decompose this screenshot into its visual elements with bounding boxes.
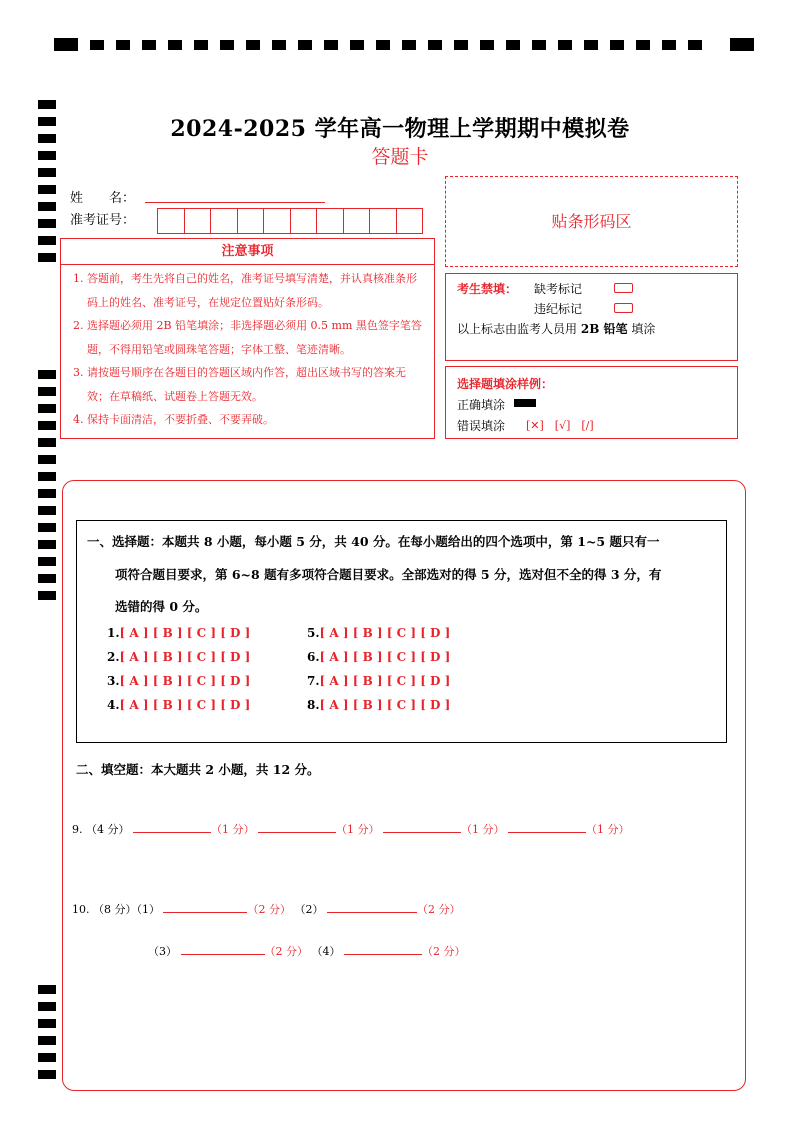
sample-title: 选择题填涂样例： xyxy=(457,377,554,391)
q9-points: （1 分） xyxy=(586,823,630,836)
question-number: 5. xyxy=(307,626,320,640)
left-timing-marks xyxy=(38,100,58,1080)
barcode-area xyxy=(445,176,738,267)
absent-label: 缺考标记 xyxy=(534,282,583,296)
choice-question[interactable] xyxy=(307,674,450,688)
notice-item: 2. 选择题必须用 2B 铅笔填涂；非选择题必须用 0.5 mm 黑色签字笔答题，不得用铅笔或圆珠笔答题；字体工整、笔迹清晰。 xyxy=(73,319,422,356)
q10-blank-3[interactable] xyxy=(181,943,265,955)
q10-row-1 xyxy=(72,901,460,917)
question-number: 1. xyxy=(107,626,120,640)
question-options[interactable]: [ A ] [ B ] [ C ] [ D ] xyxy=(319,626,451,640)
q10-label: 10. （8 分）（1） xyxy=(72,903,160,916)
name-label: 姓 名： xyxy=(70,191,136,206)
question-options[interactable]: [ A ] [ B ] [ C ] [ D ] xyxy=(119,626,251,640)
barcode-label: 贴条形码区 xyxy=(551,212,632,231)
q10-blank-1[interactable] xyxy=(163,901,247,913)
question-options[interactable]: [ A ] [ B ] [ C ] [ D ] xyxy=(319,674,451,688)
choice-question[interactable] xyxy=(307,698,450,712)
question-options[interactable]: [ A ] [ B ] [ C ] [ D ] xyxy=(119,674,251,688)
question-number: 3. xyxy=(107,674,120,688)
forbid-box xyxy=(445,273,738,361)
choice-question[interactable] xyxy=(107,650,250,664)
question-options[interactable]: [ A ] [ B ] [ C ] [ D ] xyxy=(119,698,251,712)
q9-points: （1 分） xyxy=(211,823,255,836)
correct-label: 正确填涂 xyxy=(457,398,506,412)
choice-question[interactable] xyxy=(107,626,250,640)
question-number: 6. xyxy=(307,650,320,664)
choice-heading-line1: 一、选择题：本题共 8 小题，每小题 5 分，共 40 分。在每小题给出的四个选项中，第 1~5 题只有一 xyxy=(87,534,660,549)
choice-question[interactable] xyxy=(307,650,450,664)
choice-question[interactable] xyxy=(307,626,450,640)
q10-blank-4[interactable] xyxy=(344,943,422,955)
absent-mark-box[interactable] xyxy=(614,283,633,293)
notice-item: 1. 答题前，考生先将自己的姓名，准考证号填写清楚，并认真核准条形码上的姓名、准考证号，在规定位置贴好条形码。 xyxy=(73,272,417,309)
question-number: 8. xyxy=(307,698,320,712)
q10-points: （2 分） xyxy=(247,903,291,916)
page-title: 2024-2025 学年高一物理上学期期中模拟卷 xyxy=(170,116,630,142)
q9-blank-4[interactable] xyxy=(508,821,586,833)
notice-item: 3. 请按题号顺序在各题目的答题区域内作答，超出区域书写的答案无效；在草稿纸、试题卷上答题无效。 xyxy=(73,366,406,403)
q9-points: （1 分） xyxy=(336,823,380,836)
q9-blank-1[interactable] xyxy=(133,821,211,833)
q10-points: （2 分） xyxy=(264,945,308,958)
notice-item: 4. 保持卡面清洁，不要折叠、不要弄破。 xyxy=(73,413,274,426)
top-timing-marks xyxy=(0,0,800,60)
violation-label: 违纪标记 xyxy=(534,302,583,316)
choice-heading-line2: 项符合题目要求，第 6~8 题有多项符合题目要求。全部选对的得 5 分，选对但不全的得 3 分，有 xyxy=(115,567,662,582)
question-number: 2. xyxy=(107,650,120,664)
wrong-fill-samples: [✕] [√] [/] xyxy=(526,419,594,432)
wrong-label: 错误填涂 xyxy=(457,419,506,433)
notice-header: 注意事项 xyxy=(61,239,434,265)
q9-blank-2[interactable] xyxy=(258,821,336,833)
forbid-note-pre: 以上标志由监考人员用 xyxy=(457,322,578,336)
notice-box xyxy=(60,238,435,439)
name-field[interactable] xyxy=(145,202,325,203)
exam-number-boxes[interactable] xyxy=(157,208,423,234)
choice-heading-line3: 选错的得 0 分。 xyxy=(115,599,208,614)
exam-number-label: 准考证号： xyxy=(70,213,136,228)
choice-section xyxy=(76,520,727,743)
correct-fill-sample xyxy=(514,399,536,407)
q9-points: （1 分） xyxy=(461,823,505,836)
page-subtitle: 答题卡 xyxy=(371,146,429,168)
q10-row-2 xyxy=(148,943,466,959)
question-number: 7. xyxy=(307,674,320,688)
q10-blank-2[interactable] xyxy=(327,901,417,913)
q10-points: （2 分） xyxy=(416,903,461,916)
question-options[interactable]: [ A ] [ B ] [ C ] [ D ] xyxy=(319,650,451,664)
forbid-note-post: 填涂 xyxy=(631,322,656,336)
choice-question[interactable] xyxy=(107,674,250,688)
question-options[interactable]: [ A ] [ B ] [ C ] [ D ] xyxy=(119,650,251,664)
question-options[interactable]: [ A ] [ B ] [ C ] [ D ] xyxy=(319,698,451,712)
violation-mark-box[interactable] xyxy=(614,303,633,313)
q10-part-3: （3） xyxy=(148,945,177,958)
q9-label: 9. （4 分） xyxy=(72,823,130,836)
forbid-note xyxy=(457,320,655,337)
sample-box xyxy=(445,366,738,439)
question-number: 4. xyxy=(107,698,120,712)
q9-blank-3[interactable] xyxy=(383,821,461,833)
fill-section-heading: 二、填空题：本大题共 2 小题，共 12 分。 xyxy=(76,762,320,777)
forbid-title: 考生禁填： xyxy=(457,282,518,296)
q10-points: （2 分） xyxy=(422,945,466,958)
q10-part-2: （2） xyxy=(294,903,324,916)
choice-question[interactable] xyxy=(107,698,250,712)
q9-row xyxy=(72,821,630,837)
forbid-note-bold: 2B 铅笔 xyxy=(580,322,628,336)
q10-part-4: （4） xyxy=(311,945,341,958)
